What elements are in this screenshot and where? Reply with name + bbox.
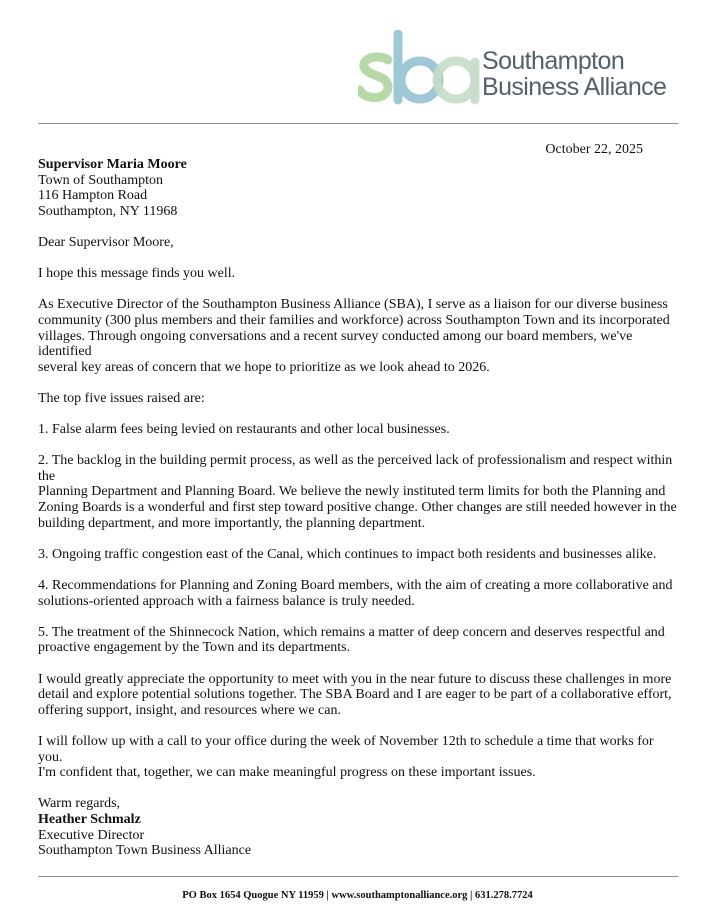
issue-5 xyxy=(38,625,678,656)
issue-line: 2. The backlog in the building permit process, as well as the perceived lack of professionalism and respect within the xyxy=(38,453,673,484)
letter-body xyxy=(38,157,678,874)
issue-line: building department, and more importantly, the planning department. xyxy=(38,515,426,531)
intro-line: villages. Through ongoing conversations and a recent survey conducted among our board members, we've identified xyxy=(38,328,633,360)
header-divider xyxy=(38,123,678,124)
intro-line: community (300 plus members and their families and workforce) across Southampton Town and its incorporated xyxy=(38,312,670,328)
meeting-paragraph xyxy=(38,672,678,719)
intro-line: As Executive Director of the Southampton Business Alliance (SBA), I serve as a liaison for our diverse business xyxy=(38,297,668,313)
issue-line: 1. False alarm fees being levied on restaurants and other local businesses. xyxy=(38,422,450,438)
intro-paragraph xyxy=(38,297,678,375)
logo-wordmark xyxy=(482,48,666,100)
sba-logo xyxy=(358,30,678,112)
recipient-street: 116 Hampton Road xyxy=(38,188,148,204)
followup-line: I'm confident that, together, we can make meaningful progress on these important issues. xyxy=(38,765,536,781)
issue-line: Planning Department and Planning Board. We believe the newly instituted term limits for both the Planning and xyxy=(38,484,666,500)
sba-logo-mark xyxy=(358,30,480,112)
signer-title: Executive Director xyxy=(38,827,145,843)
followup-line: I will follow up with a call to your office during the week of November 12th to schedule a time that works for you. xyxy=(38,733,654,765)
closing-block xyxy=(38,796,678,858)
signer-name: Heather Schmalz xyxy=(38,811,141,827)
issue-line: 5. The treatment of the Shinnecock Nation, which remains a matter of deep concern and deserves respectful and xyxy=(38,624,665,640)
followup-paragraph xyxy=(38,734,678,781)
meeting-line: offering support, insight, and resources where we can. xyxy=(38,702,341,718)
salutation: Dear Supervisor Moore, xyxy=(38,234,174,250)
valediction: Warm regards, xyxy=(38,796,121,812)
recipient-block xyxy=(38,157,678,219)
issue-line: 3. Ongoing traffic congestion east of the Canal, which continues to impact both residents and businesses alike. xyxy=(38,546,657,562)
issue-4 xyxy=(38,578,678,609)
issue-line: 4. Recommendations for Planning and Zoning Board members, with the aim of creating a more collaborative and xyxy=(38,578,673,594)
footer-contact: PO Box 1654 Quogue NY 11959 | www.southamptonalliance.org | 631.278.7724 xyxy=(182,890,533,901)
recipient-org: Town of Southampton xyxy=(38,172,164,188)
opening-line: I hope this message finds you well. xyxy=(38,266,236,282)
recipient-name: Supervisor Maria Moore xyxy=(38,157,187,172)
issue-1 xyxy=(38,422,678,438)
signer-org: Southampton Town Business Alliance xyxy=(38,843,252,859)
logo-line-1: Southampton xyxy=(482,47,625,75)
issue-line: solutions-oriented approach with a fairness balance is truly needed. xyxy=(38,593,415,609)
meeting-line: detail and explore potential solutions together. The SBA Board and I are eager to be part of a collaborative effort, xyxy=(38,687,672,703)
intro-line: several key areas of concern that we hope to prioritize as we look ahead to 2026. xyxy=(38,359,490,375)
logo-letter-s xyxy=(360,57,388,98)
logo-line-2: Business Alliance xyxy=(482,73,667,101)
issue-line: proactive engagement by the Town and its departments. xyxy=(38,640,351,656)
footer-divider xyxy=(38,876,678,877)
meeting-line: I would greatly appreciate the opportunity to meet with you in the near future to discuss these challenges in more xyxy=(38,671,672,687)
issue-2 xyxy=(38,453,678,531)
issue-3 xyxy=(38,547,678,563)
issue-line: Zoning Boards is a wonderful and first step toward positive change. Other changes are still needed however in the xyxy=(38,500,677,516)
recipient-city: Southampton, NY 11968 xyxy=(38,203,178,219)
issues-intro: The top five issues raised are: xyxy=(38,390,205,406)
letter-date: October 22, 2025 xyxy=(545,142,643,157)
